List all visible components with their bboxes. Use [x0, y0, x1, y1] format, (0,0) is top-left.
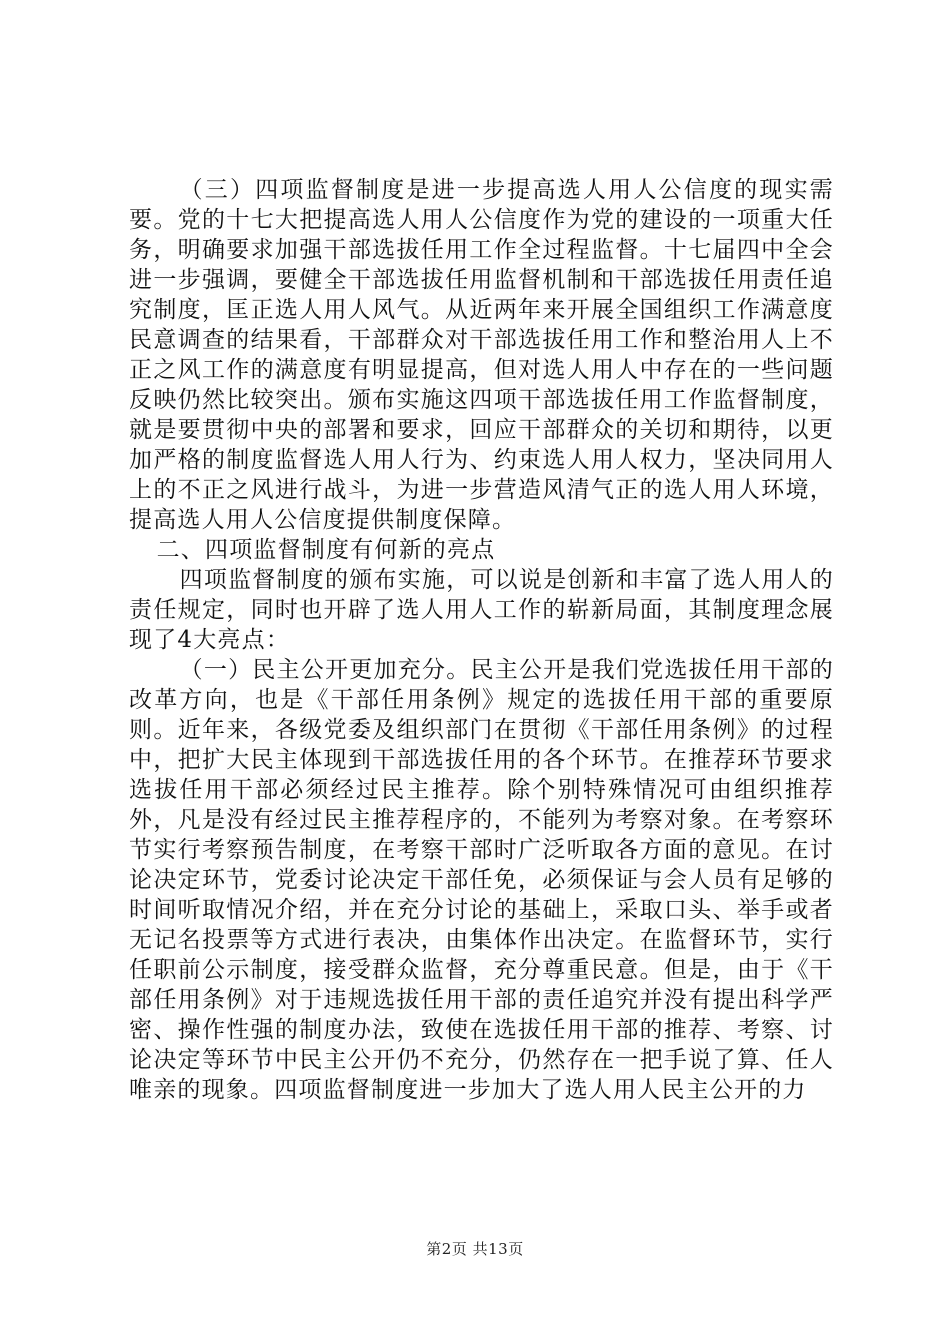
section-heading-two: 二、四项监督制度有何新的亮点 [156, 537, 496, 563]
paragraph-highlights-intro: 四项监督制度的颁布实施，可以说是创新和丰富了选人用人的责任规定，同时也开辟了选人用人工作的崭新局面，其制度理念展现了4大亮点： [129, 567, 834, 653]
page-number-footer: 第2页 共13页 [426, 1240, 524, 1258]
paragraph-section-three: （三）四项监督制度是进一步提高选人用人公信度的现实需要。党的十七大把提高选人用人公信度作为党的建设的一项重大任务，明确要求加强干部选拔任用工作全过程监督。十七届四中全会进一步强调，要健全干部选拔任用监督机制和干部选拔任用责任追究制度，匡正选人用人风气。从近两年来开展全国组织工作满意度民意调查的结果看，干部群众对干部选拔任用工作和整治用人上不正之风工作的满意度有明显提高，但对选人用人中存在的一些问题反映仍然比较突出。颁布实施这四项干部选拔任用工作监督制度，就是要贯彻中央的部署和要求，回应干部群众的关切和期待，以更加严格的制度监督选人用人行为、约束选人用人权力，坚决同用人上的不正之风进行战斗，为进一步营造风清气正的选人用人环境，提高选人用人公信度提供制度保障。 [129, 177, 834, 533]
document-body [129, 175, 834, 1105]
paragraph-subsection-one: （一）民主公开更加充分。民主公开是我们党选拔任用干部的改革方向，也是《干部任用条例》规定的选拔任用干部的重要原则。近年来，各级党委及组织部门在贯彻《干部任用条例》的过程中，把扩大民主体现到干部选拔任用的各个环节。在推荐环节要求选拔任用干部必须经过民主推荐。除个别特殊情况可由组织推荐外，凡是没有经过民主推荐程序的，不能列为考察对象。在考察环节实行考察预告制度，在考察干部时广泛听取各方面的意见。在讨论决定环节，党委讨论决定干部任免，必须保证与会人员有足够的时间听取情况介绍，并在充分讨论的基础上，采取口头、举手或者无记名投票等方式进行表决，由集体作出决定。在监督环节，实行任职前公示制度，接受群众监督，充分尊重民意。但是，由于《干部任用条例》对于违规选拔任用干部的责任追究并没有提出科学严密、操作性强的制度办法，致使在选拔任用干部的推荐、考察、讨论决定等环节中民主公开仍不充分，仍然存在一把手说了算、任人唯亲的现象。四项监督制度进一步加大了选人用人民主公开的力 [129, 657, 834, 1103]
